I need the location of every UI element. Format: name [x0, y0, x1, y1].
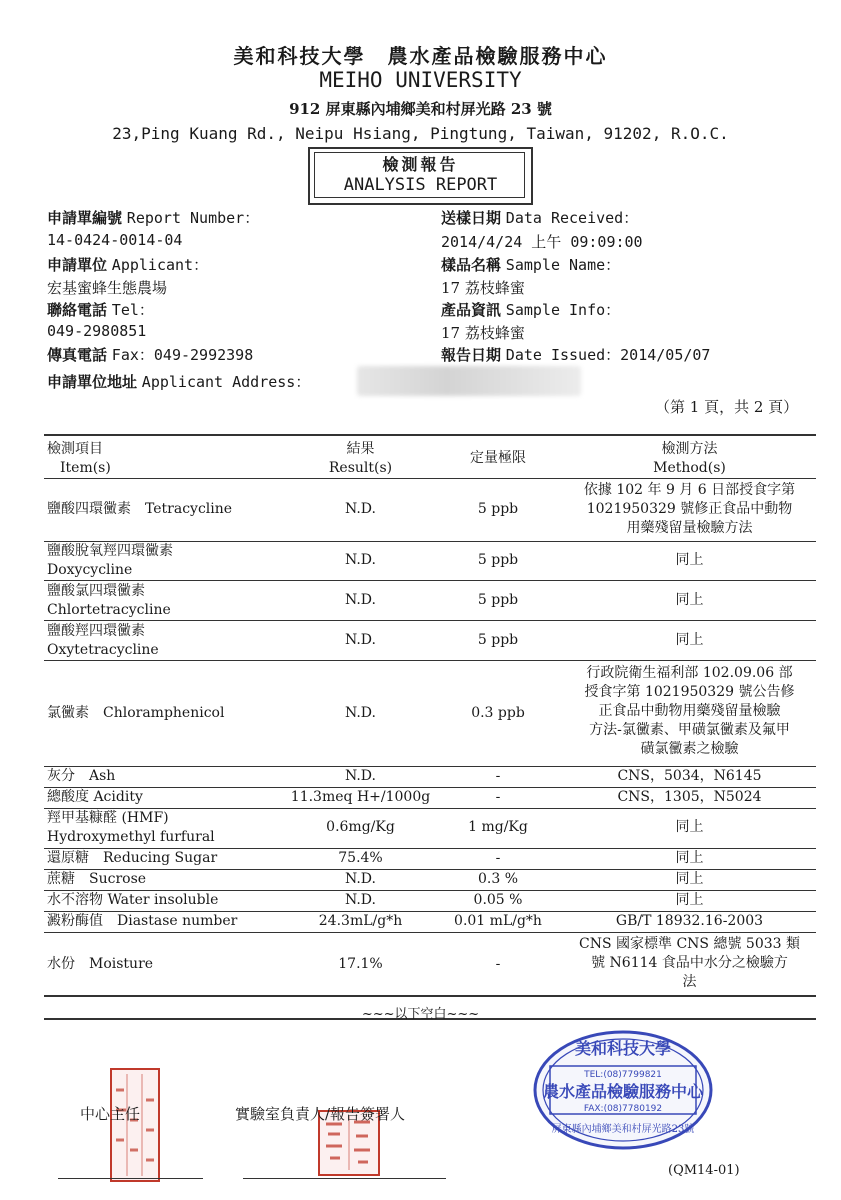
method-line: 號 N6114 食品中水分之檢驗方: [591, 955, 788, 971]
fax-row: [47, 344, 253, 365]
center-seal-stamp: [528, 1026, 718, 1154]
row-12-result: 24.3mL/g*h: [318, 913, 403, 929]
row-11-limit: 0.05 %: [473, 892, 523, 908]
header-method-en: Method(s): [653, 460, 726, 476]
row-2-method: 同上: [675, 552, 704, 568]
stamp-middle-text: 農水產品檢驗服務中心: [542, 1082, 704, 1101]
center-director-label: 中心主任: [80, 1105, 141, 1123]
row-3-limit: 5 ppb: [477, 592, 519, 608]
row-13-item: 水份 Moisture: [47, 956, 154, 972]
row-6-method: CNS，5034，N6145: [617, 768, 762, 784]
row-5-result: N.D.: [345, 705, 376, 721]
row-5-limit: 0.3 ppb: [471, 705, 525, 721]
row-6-limit: -: [495, 768, 501, 784]
redacted-address: [357, 366, 581, 396]
row-2-result: N.D.: [345, 552, 376, 568]
row-10-method: 同上: [675, 871, 704, 887]
header-item-en: Item(s): [60, 460, 111, 476]
address-en: 23,Ping Kuang Rd., Neipu Hsiang, Pingtung, Taiwan, 91202, R.O.C.: [112, 124, 729, 143]
row-rule: [44, 660, 816, 661]
end-of-report-mark: ~~~以下空白~~~: [361, 1007, 480, 1022]
row-13-method: [563, 935, 816, 992]
sample-name-label-en: Sample Name：: [505, 256, 621, 274]
row-rule: [44, 932, 816, 933]
header-result-cn: 結果: [346, 441, 375, 457]
stamp-tel-text: TEL:(08)7799821: [584, 1070, 662, 1080]
row-3-item-cn: 鹽酸氯四環黴素: [47, 583, 145, 599]
lab-head-signatory-label: 實驗室負責人/報告簽署人: [235, 1105, 406, 1123]
method-line: 1021950329 號修正食品中動物: [586, 501, 793, 517]
stamp-top-text: 美和科技大學: [574, 1039, 672, 1058]
row-1-result: N.D.: [345, 501, 376, 517]
row-9-item: 還原糖 Reducing Sugar: [47, 850, 218, 866]
report-number-label-en: Report Number：: [126, 209, 260, 227]
row-11-method: 同上: [675, 892, 704, 908]
table-bottom-rule: [44, 995, 816, 997]
table-header-rule: [44, 478, 816, 479]
signatory-signature-line: [243, 1178, 446, 1179]
method-line: 依據 102 年 9 月 6 日部授食字第: [583, 482, 796, 498]
date-issued-label-en: Date Issued：: [505, 346, 621, 364]
applicant-label: [47, 254, 208, 275]
row-10-result: N.D.: [345, 871, 376, 887]
header-result-en: Result(s): [328, 460, 393, 476]
sample-name-label-cn: 樣品名稱: [441, 256, 502, 274]
row-9-method: 同上: [675, 850, 704, 866]
row-10-limit: 0.3 %: [477, 871, 519, 887]
row-4-method: 同上: [675, 632, 704, 648]
row-6-result: N.D.: [345, 768, 376, 784]
row-1-method: [563, 481, 816, 538]
row-13-limit: -: [495, 956, 501, 972]
row-8-item-en: Hydroxymethyl furfural: [47, 829, 215, 845]
row-1-item: 鹽酸四環黴素 Tetracycline: [47, 501, 233, 517]
row-2-item-cn: 鹽酸脫氧羥四環黴素: [47, 543, 173, 559]
row-8-result: 0.6mg/Kg: [326, 819, 395, 835]
fax-label-cn: 傳真電話: [47, 346, 108, 364]
stamp-fax-text: FAX:(08)7780192: [583, 1104, 663, 1114]
sample-info-label-en: Sample Info：: [505, 301, 621, 319]
director-seal-stamp: [110, 1068, 160, 1182]
method-line: 磺氯黴素之檢驗: [640, 741, 739, 757]
report-number-label: [47, 207, 259, 228]
applicant-address-label: [47, 371, 310, 392]
sample-name-label: [441, 254, 620, 275]
row-4-limit: 5 ppb: [477, 632, 519, 648]
row-12-item: 澱粉酶值 Diastase number: [47, 913, 238, 929]
row-12-limit: 0.01 mL/g*h: [454, 913, 542, 929]
row-3-result: N.D.: [345, 592, 376, 608]
method-line: 授食字第 1021950329 號公告修: [584, 684, 795, 700]
row-12-method: GB/T 18932.16-2003: [615, 913, 764, 929]
row-4-result: N.D.: [345, 632, 376, 648]
method-line: 方法-氯黴素、甲磺氯黴素及氟甲: [589, 722, 790, 738]
page-indicator: （第 1 頁，共 2 頁）: [655, 398, 799, 416]
row-8-limit: 1 mg/Kg: [468, 819, 528, 835]
report-title-cn: 檢測報告: [382, 155, 459, 174]
row-11-item: 水不溶物 Water insoluble: [47, 892, 219, 908]
sample-info-label: [441, 299, 620, 320]
university-name-en: MEIHO UNIVERSITY: [319, 68, 522, 92]
fax-label-en: Fax：: [111, 346, 154, 364]
row-7-method: CNS，1305，N5024: [617, 789, 762, 805]
row-2-limit: 5 ppb: [477, 552, 519, 568]
tel-value: 049-2980851: [47, 322, 147, 340]
header-item-cn: 檢測項目: [47, 441, 103, 457]
row-2-item-en: Doxycycline: [47, 562, 133, 578]
method-line: 正食品中動物用藥殘留量檢驗: [598, 703, 781, 719]
applicant-label-cn: 申請單位: [47, 256, 108, 274]
table-top-rule: [44, 434, 816, 436]
sample-info-label-cn: 產品資訊: [441, 301, 502, 319]
date-issued-label-cn: 報告日期: [441, 346, 502, 364]
fax-value: 049-2992398: [153, 346, 254, 364]
applicant-label-en: Applicant：: [111, 256, 209, 274]
row-7-result: 11.3meq H+/1000g: [290, 789, 431, 805]
row-rule: [44, 580, 816, 581]
method-line: 用藥殘留量檢驗方法: [626, 520, 753, 536]
date-issued-value: 2014/05/07: [620, 346, 711, 364]
row-9-result: 75.4%: [338, 850, 383, 866]
data-received-value: 2014/4/24 上午 09:09:00: [441, 233, 643, 251]
tel-label-en: Tel：: [111, 301, 154, 319]
form-code: (QM14-01): [668, 1163, 740, 1178]
row-7-limit: -: [495, 789, 501, 805]
data-received-label-cn: 送樣日期: [441, 209, 502, 227]
row-rule: [44, 620, 816, 621]
row-7-item: 總酸度 Acidity: [47, 789, 143, 805]
address-cn: 912 屏東縣內埔鄉美和村屏光路 23 號: [289, 100, 552, 118]
tel-label-cn: 聯絡電話: [47, 301, 108, 319]
row-9-limit: -: [495, 850, 501, 866]
method-line: 行政院衛生福利部 102.09.06 部: [586, 665, 793, 681]
sample-name-value: 17 荔枝蜂蜜: [441, 279, 525, 297]
director-signature-line: [58, 1178, 203, 1179]
row-10-item: 蔗糖 Sucrose: [47, 871, 147, 887]
row-3-item-en: Chlortetracycline: [47, 602, 171, 618]
row-13-result: 17.1%: [338, 956, 383, 972]
date-issued-row: [441, 344, 710, 365]
row-5-item: 氯黴素 Chloramphenicol: [47, 705, 225, 721]
row-11-result: N.D.: [345, 892, 376, 908]
header-limit-cn: 定量極限: [470, 450, 526, 466]
applicant-address-label-en: Applicant Address：: [141, 373, 311, 391]
data-received-label: [441, 207, 638, 228]
row-1-limit: 5 ppb: [477, 501, 519, 517]
data-received-label-en: Data Received：: [505, 209, 639, 227]
report-number-label-cn: 申請單編號: [47, 209, 123, 227]
sample-info-value: 17 荔枝蜂蜜: [441, 324, 525, 342]
row-8-item-cn: 羥甲基糠醛 (HMF): [47, 810, 169, 826]
row-6-item: 灰分 Ash: [47, 768, 116, 784]
method-line: 法: [682, 974, 697, 990]
seal-pattern: [112, 1070, 158, 1180]
row-4-item-en: Oxytetracycline: [47, 642, 159, 658]
report-number-value: 14-0424-0014-04: [47, 231, 183, 249]
row-5-method: [563, 664, 816, 759]
stamp-bottom-text: 屏東縣內埔鄉美和村屏光路23號: [551, 1124, 695, 1135]
method-line: CNS 國家標準 CNS 總號 5033 類: [579, 936, 800, 952]
applicant-value: 宏基蜜蜂生態農場: [47, 279, 168, 297]
tel-label: [47, 299, 154, 320]
row-4-item-cn: 鹽酸羥四環黴素: [47, 623, 145, 639]
row-3-method: 同上: [675, 592, 704, 608]
row-8-method: 同上: [675, 819, 704, 835]
header-method-cn: 檢測方法: [661, 441, 718, 457]
center-title-cn: 美和科技大學 農水產品檢驗服務中心: [233, 44, 608, 68]
report-title-en: ANALYSIS REPORT: [343, 175, 498, 195]
applicant-address-label-cn: 申請單位地址: [47, 373, 138, 391]
